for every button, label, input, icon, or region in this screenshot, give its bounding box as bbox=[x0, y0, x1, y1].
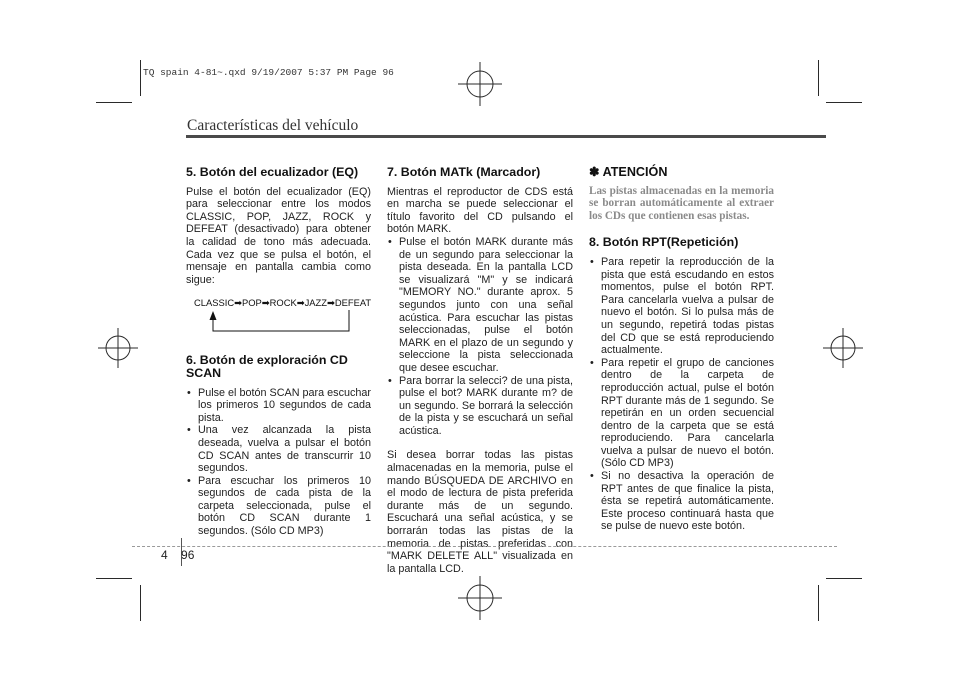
list-item: • Si no desactiva la operación de RPT antes de que finalice la pista, ésta se repetirá automáticamente. Este proceso continuará hasta que se pulse de nuevo este botón. bbox=[589, 470, 774, 533]
rpt-list bbox=[589, 256, 774, 533]
registration-mark-left bbox=[98, 328, 138, 368]
list-item: • Para escuchar los primeros 10 segundos de cada pista de la carpeta seleccionada, pulse el botón CD SCAN durante 1 segundos. (Sólo CD MP3) bbox=[186, 475, 371, 538]
list-item: • Para repetir la reproducción de la pista que está escudando en estos momentos, pulse el botón RPT. Para cancelarla vuelva a pulsar de nuevo el botón. Si lo pulsa más de un segundo, repetirá todas pistas del CD que se está reproduciendo actualmente. bbox=[589, 256, 774, 357]
crop-mark bbox=[826, 578, 862, 579]
print-slug: TQ spain 4-81~.qxd 9/19/2007 5:37 PM Page 96 bbox=[143, 67, 394, 78]
eq-mode-cycle-diagram bbox=[186, 294, 371, 340]
scan-heading: 6. Botón de exploración CD SCAN bbox=[186, 353, 348, 380]
footer-rule bbox=[132, 546, 837, 547]
crop-mark bbox=[140, 60, 141, 96]
header-rule bbox=[186, 135, 826, 138]
crop-mark bbox=[826, 102, 862, 103]
crop-mark bbox=[96, 578, 132, 579]
eq-heading: 5. Botón del ecualizador (EQ) bbox=[186, 165, 359, 179]
list-item: • Para repetir el grupo de canciones dentro de la carpeta de reproducción actual, pulse el botón RPT durante más de 1 segundo. Se repetirán en un orden secuencial dentro de la carpeta que se está reproduciendo. Para cancelarla vuelva a pulsar de nuevo el botón. (Sólo CD MP3) bbox=[589, 357, 774, 470]
rpt-heading: 8. Botón RPT(Repetición) bbox=[589, 235, 739, 250]
list-item: • Una vez alcanzada la pista deseada, vuelva a pulsar el botón CD SCAN antes de transcurrir 10 segundos. bbox=[186, 424, 371, 474]
section-title: Características del vehículo bbox=[187, 117, 359, 134]
list-item: • Para borrar la selecci? de una pista, pulse el bot? MARK durante m? de un segundo. Se borrará la selección de la pista y se escuchará un señal acústica. bbox=[387, 375, 573, 438]
delete-all-body: Si desea borrar todas las pistas almacenadas en la memoria, pulse el mando BÚSQUEDA DE ARCHIVO en el modo de lectura de pista preferida durante más de un segundo. Escuchará una señal acústica, y se borrarán todas las pistas de la memoria de pistas preferidas con "MARK DELETE ALL" visualizada en la pantalla LCD. bbox=[387, 449, 573, 575]
crop-mark bbox=[96, 102, 132, 103]
chapter-number: 4 bbox=[161, 548, 168, 562]
scan-list bbox=[186, 387, 371, 538]
page-number bbox=[161, 548, 194, 562]
registration-mark-bottom bbox=[458, 576, 502, 620]
list-item: • Pulse el botón SCAN para escuchar los primeros 10 segundos de cada pista. bbox=[186, 387, 371, 425]
crop-mark bbox=[140, 585, 141, 621]
mark-list bbox=[387, 236, 573, 438]
eq-mode-sequence: CLASSIC➡POP➡ROCK➡JAZZ➡DEFEAT bbox=[194, 297, 372, 309]
column-3 bbox=[589, 166, 774, 533]
registration-mark-right bbox=[823, 328, 863, 368]
crop-mark bbox=[818, 60, 819, 96]
page-number-value: 96 bbox=[181, 548, 195, 562]
attention-heading: ✽ ATENCIÓN bbox=[589, 165, 668, 179]
registration-mark-top bbox=[458, 62, 502, 106]
list-item: • Pulse el botón MARK durante más de un segundo para seleccionar la pista deseada. En la pantalla LCD se visualizará "M" y se indicará "MEMORY NO." durante aprox. 5 segundos junto con una señal acústica. Para escuchar las pistas seleccionadas, pulse el botón MARK en el plazo de un segundo y seleccione la pista seleccionada que desee escuchar. bbox=[387, 236, 573, 375]
attention-body: Las pistas almacenadas en la memoria se borran automáticamente al extraer los CDs que contienen esas pistas. bbox=[589, 184, 774, 222]
mark-heading: 7. Botón MATk (Marcador) bbox=[387, 165, 541, 179]
column-2 bbox=[387, 166, 573, 575]
eq-body: Pulse el botón del ecualizador (EQ) para seleccionar entre los modos CLASSIC, POP, JAZZ, ROCK y DEFEAT (desactivado) para obtener la calidad de tono más adecuada. Cada vez que se pulsa el botón, el mensaje en pantalla cambia como sigue: bbox=[186, 185, 371, 286]
crop-mark bbox=[818, 585, 819, 621]
column-1 bbox=[186, 166, 371, 538]
mark-body: Mientras el reproductor de CDS está en marcha se puede seleccionar el título favorito del CD pulsando el botón MARK. bbox=[387, 185, 573, 236]
